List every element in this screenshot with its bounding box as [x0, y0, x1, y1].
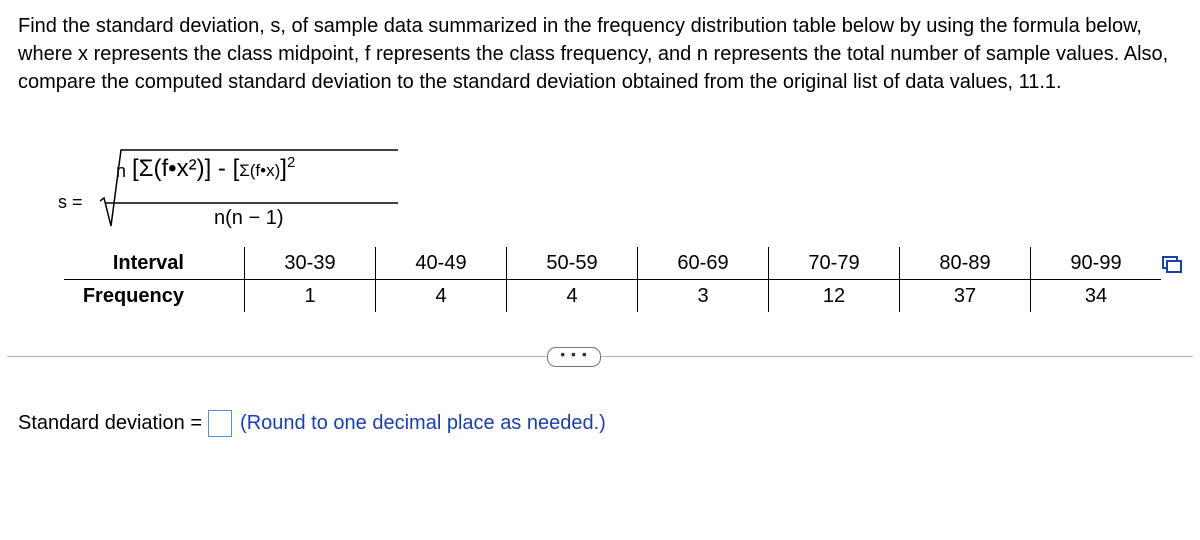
ellipsis-icon: • • • [560, 346, 588, 362]
interval-cell: 80-89 [900, 247, 1031, 280]
interval-row [64, 247, 1161, 280]
question-text: Find the standard deviation, s, of sample data summarized in the frequency distribution table below by using the formula below, where x represents the class midpoint, f represents the class frequency, and n represents the total number of sample values. Also, compare the computed standard deviation to the standard deviation obtained from the original list of data values, 11.1. [18, 15, 1169, 93]
formula-minus: - [217, 155, 226, 182]
frequency-cell: 1 [245, 280, 376, 313]
standard-deviation-formula [58, 146, 418, 236]
interval-cell: 30-39 [245, 247, 376, 280]
frequency-table [64, 247, 1161, 312]
formula-numerator: [Σ(f•x²)] - [Σ(f•x)]$^2$ [132, 154, 296, 182]
frequency-row-label: Frequency [82, 284, 184, 307]
show-more-button[interactable] [547, 347, 601, 367]
answer-label: Standard deviation = [18, 412, 203, 434]
standard-deviation-input[interactable] [208, 410, 232, 437]
frequency-cell: 3 [638, 280, 769, 313]
formula-n: n [116, 161, 127, 181]
frequency-cell: 37 [900, 280, 1031, 313]
formula-denominator: n(n − 1) [214, 207, 284, 229]
interval-cell: 50-59 [507, 247, 638, 280]
formula-sum-fx2: Σ(f•x²) [138, 155, 205, 182]
formula-lhs: s = [58, 192, 83, 212]
formula-sum-fx: Σ(f•x) [239, 161, 281, 180]
frequency-cell: 4 [507, 280, 638, 313]
interval-cell: 40-49 [376, 247, 507, 280]
interval-cell: 90-99 [1031, 247, 1162, 280]
rounding-hint: (Round to one decimal place as needed.) [240, 412, 606, 434]
copy-icon[interactable] [1161, 254, 1183, 274]
interval-cell: 60-69 [638, 247, 769, 280]
answer-row [18, 410, 606, 437]
frequency-cell: 12 [769, 280, 900, 313]
frequency-cell: 34 [1031, 280, 1162, 313]
frequency-cell: 4 [376, 280, 507, 313]
interval-cell: 70-79 [769, 247, 900, 280]
frequency-row [64, 280, 1161, 313]
formula-exponent: 2 [286, 154, 296, 171]
interval-row-label: Interval [64, 247, 245, 280]
